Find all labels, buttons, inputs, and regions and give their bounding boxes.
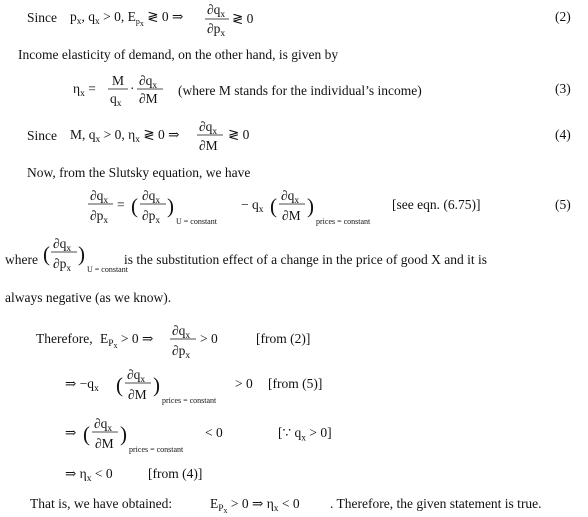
svg-text:(: (: [116, 373, 123, 397]
svg-text:qx: $q_x$: [110, 91, 122, 109]
since-prefix-2: Since: [27, 128, 57, 143]
qx-positive-note: [∵ $q_x > 0$]: [278, 425, 332, 444]
svg-text:(: (: [83, 422, 90, 446]
svg-text:U = constant: U = constant: [87, 265, 128, 274]
equation-number-4: (4): [555, 127, 571, 142]
svg-text:< 0: < 0: [205, 425, 223, 440]
slutsky-intro: Now, from the Slutsky equation, we have: [27, 165, 251, 180]
income-elasticity-intro: Income elasticity of demand, on the other hand, is given by: [18, 47, 339, 62]
equation-5-slutsky: [88, 188, 371, 226]
svg-text:∂M: ∂M: [282, 208, 301, 223]
frac-den-dM: ∂M: [139, 91, 158, 106]
svg-text:∂qx: $\partial q_x$: [127, 367, 146, 385]
conclusion-text-a: That is, we have obtained:: [30, 496, 173, 511]
svg-text:⇒ −qx: ⇒ $-q_x$: [65, 376, 99, 394]
equation-3: [73, 73, 163, 109]
svg-text:∂px: $\partial p_x$: [53, 256, 72, 274]
equation-4: [70, 119, 250, 153]
svg-text:): ): [78, 242, 85, 266]
see-eqn-note: [see eqn. (6.75)]: [392, 197, 481, 212]
svg-text:prices = constant: prices = constant: [162, 396, 217, 405]
always-negative-text: always negative (as we know).: [5, 290, 172, 305]
svg-text:⇒ ηx < 0: ⇒ $\eta_x < 0$: [65, 466, 113, 484]
therefore-step-1: [100, 323, 218, 361]
frac-den-dM: ∂M: [199, 138, 218, 153]
svg-text:M: M: [112, 73, 125, 88]
therefore-step-4: [65, 466, 113, 484]
therefore-label: Therefore,: [36, 331, 93, 346]
svg-text:∂M: ∂M: [95, 436, 114, 451]
svg-text:≷ 0: ≷ 0: [232, 11, 254, 26]
svg-text:≷ 0: ≷ 0: [228, 127, 250, 142]
svg-text:∂qx: $\partial q_x$: [172, 323, 191, 341]
svg-text:M, qx > 0, ηx ≷ 0 ⇒: M, $q_x > 0$, $\eta_x$ ≷ 0 ⇒: [70, 127, 180, 145]
svg-text:> 0: > 0: [235, 376, 253, 391]
svg-text:∂qx: $\partial q_x$: [90, 188, 109, 206]
where-m-note: (where M stands for the individual’s income): [178, 83, 422, 98]
svg-text:prices = constant: prices = constant: [316, 217, 371, 226]
equation-2: [70, 2, 254, 39]
svg-text:∂M: ∂M: [128, 387, 147, 402]
frac-num-dqx: $\partial q_x$: [199, 119, 218, 137]
substitution-effect-text: is the substitution effect of a change in the price of good X and it is: [124, 252, 488, 267]
svg-text:): ): [167, 194, 174, 218]
conclusion-text-b: . Therefore, the given statement is true.: [330, 496, 542, 511]
svg-text:∂qx: $\partial q_x$: [94, 416, 113, 434]
svg-text:): ): [120, 422, 127, 446]
svg-text:): ): [153, 373, 160, 397]
equation-number-5: (5): [555, 197, 571, 212]
svg-text:⇒: ⇒: [65, 425, 77, 440]
therefore-step-2: [65, 367, 253, 405]
svg-text:∂px: $\partial p_x$: [142, 208, 161, 226]
svg-text:∂px: $\partial p_x$: [90, 208, 109, 226]
from-4-note: [from (4)]: [148, 466, 203, 481]
svg-text:∂qx: $\partial q_x$: [53, 236, 72, 254]
svg-text:∂qx: $\partial q_x$: [142, 188, 161, 206]
svg-text:): ): [307, 194, 314, 218]
frac-num-dqx: $\partial q_x$: [207, 2, 226, 20]
svg-text:U = constant: U = constant: [176, 217, 217, 226]
frac-num-dqx: $\partial q_x$: [139, 73, 158, 91]
svg-text:EPx > 0 ⇒ ηx < 0: $E_Px > 0$ ⇒ $\eta_x < 0$: [210, 496, 300, 515]
from-2-note: [from (2)]: [256, 331, 311, 346]
equation-number-3: (3): [555, 81, 571, 96]
svg-text:(: (: [43, 242, 50, 266]
substitution-term: [43, 236, 129, 274]
equation-number-2: (2): [555, 9, 571, 24]
svg-text:(: (: [270, 194, 277, 218]
svg-text:prices = constant: prices = constant: [129, 445, 184, 454]
svg-text:px, qx > 0, Epx ≷ 0 ⇒: $p_x$, $q_x > 0$, $E_px$ ≷ 0 ⇒: [70, 9, 184, 28]
where-label: where: [5, 252, 38, 267]
svg-text:∂qx: $\partial q_x$: [281, 188, 300, 206]
svg-text:− qx: − $q_x$: [241, 197, 264, 215]
svg-text:(: (: [131, 194, 138, 218]
svg-text:=: =: [117, 197, 125, 212]
from-5-note: [from (5)]: [268, 376, 323, 391]
therefore-step-3: [65, 416, 223, 454]
svg-text:ηx =: $\eta_x$ =: [73, 81, 96, 99]
conclusion-math: [210, 496, 300, 515]
svg-text:EPx > 0 ⇒: $E_Px > 0$ ⇒: [100, 331, 154, 350]
svg-text:·: ·: [130, 81, 135, 96]
since-prefix-1: Since: [27, 10, 57, 25]
svg-text:∂px: $\partial p_x$: [172, 343, 191, 361]
frac-den-dpx: $\partial p_x$: [207, 21, 226, 39]
svg-text:> 0: > 0: [200, 331, 218, 346]
